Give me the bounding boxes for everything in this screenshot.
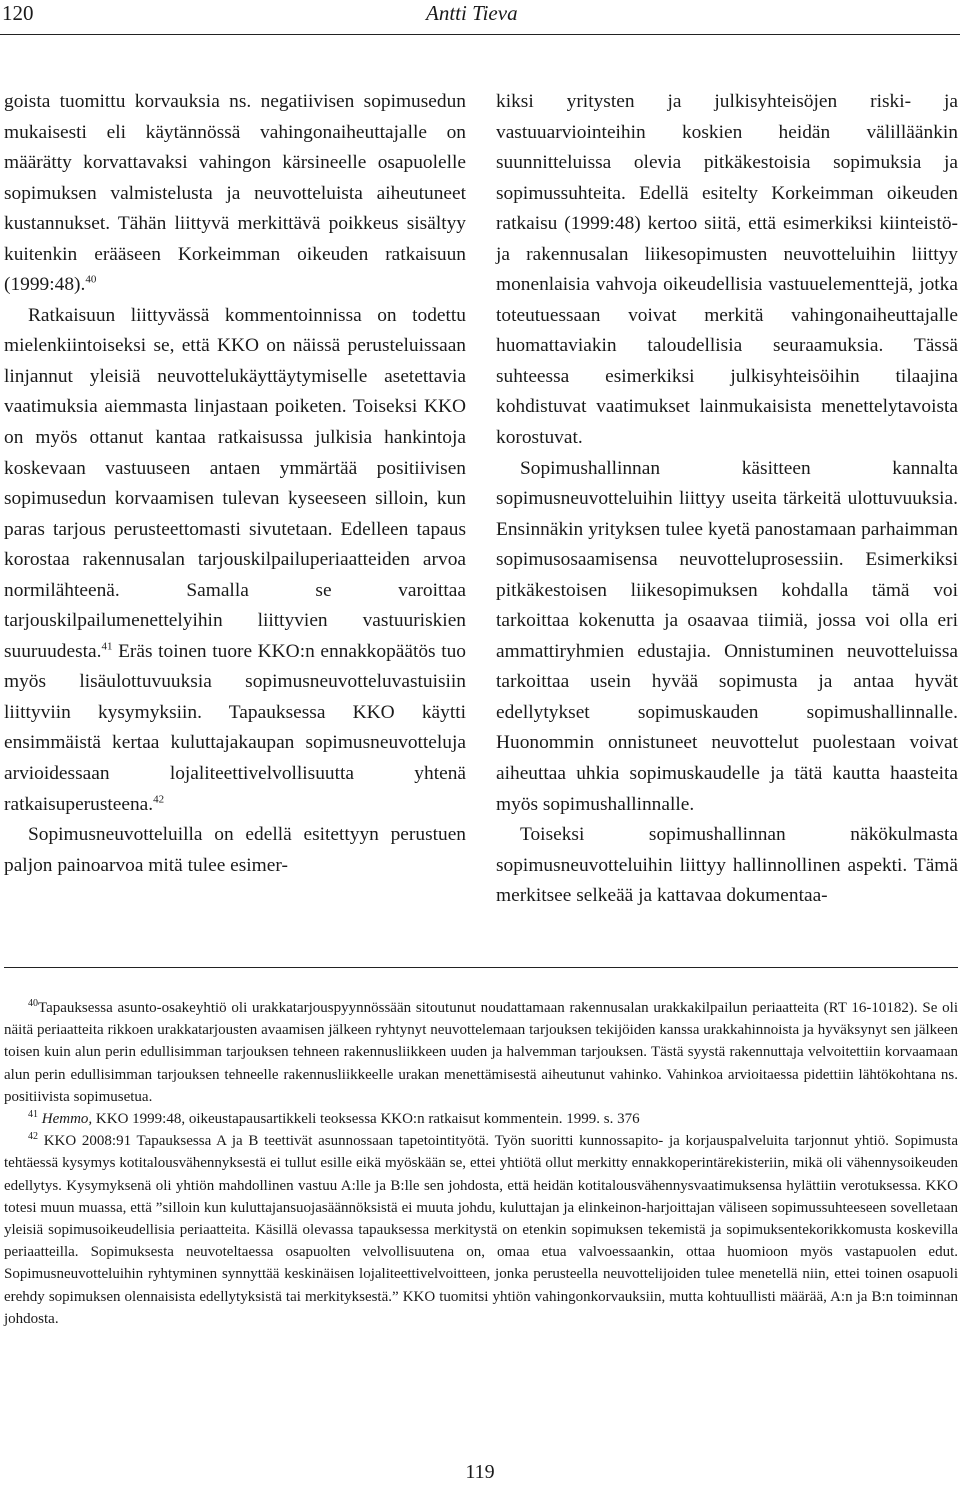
footnote-rule	[4, 967, 958, 968]
left-p1-text: goista tuomittu korvauksia ns. negatiivisen sopimusedun mukaisesti eli käytännössä vahingonaiheuttajalle on määrätty korvattavaksi vahingon kärsineelle osapuolelle sopimuksen valmistelusta ja neuvotteluista aiheutuneet kustannukset. Tähän liittyvä merkittävä poikkeus sisältyy kuitenkin erääseen Korkeimman oikeuden ratkaisuun (1999:48).	[4, 91, 466, 296]
right-paragraph-3: Toiseksi sopimushallinnan näkökulmasta sopimusneuvotteluihin liittyy hallinnollinen aspekti. Tämä merkitsee selkeää ja kattavaa dokumentaa-	[496, 824, 958, 907]
footnote-42	[4, 1130, 958, 1330]
footnote-42-number: 42	[28, 1131, 38, 1143]
header-rule	[0, 34, 960, 35]
running-head-author: Antti Tieva	[426, 1, 518, 25]
footnote-41-text: KKO 1999:48, oikeustapausartikkeli teoksessa KKO:n ratkaisut kommentein. 1999. s. 376	[92, 1111, 640, 1128]
footnote-42-text: KKO 2008:91 Tapauksessa A ja B teettivät asunnossaan tapetointityötä. Työn suoritti kunnossapito- ja korjauspalveluita tarjonnut yhtiö. Sopimusta tehtäessä kysymys kotitalousvähennyksestä ei tullut esille eikä myöskään se, ettei yhtiötä ollut merkitty ennakkoperintärekisteriin, mikä oli vähennysoikeuden edellytys. Kysymyksenä oli yhtiön mahdollinen vastuu A:lle ja B:lle sen johdosta, että heidän kotitalousvähennysvaatimuksensa hylättiin verotuksessa. KKO totesi muun muassa, että ”silloin kun kuluttajansuojasäännöksistä ei muuta johdu, kuluttajan ja elinkeinon-harjoittajan väliseen sopimussuhteeseen sovelletaan yleisiä sopimusoikeudellisia periaatteita. Käsillä olevassa tapauksessa merkitystä on etenkin sopimuksen tekemistä ja sopimuksentekorikkomusta koskevilla periaatteilla. Sopimuksesta neuvoteltaessa osapuolten velvollisuutena on, omaa etua valvoessaankin, ottaa huomioon myös vastapuolen edut. Sopimusneuvotteluihin ryhtyminen synnyttää keskinäisen lojaliteettivelvoitteen, jonka perusteella neuvottelijoiden tulee menetellä niin, ettei toinen osapuoli erehdy sopimuksen olennaisista edellytyksistä tai merkityksestä.” KKO tuomitsi yhtiön vahingonkorvauksiin, mutta kohtuullisti määrää, A:n ja B:n toiminnan johdosta.	[4, 1133, 958, 1327]
page-header	[0, 0, 960, 34]
footnote-ref-41[interactable]: 41	[101, 640, 113, 653]
footnote-40-number: 40	[28, 998, 38, 1009]
footnote-40	[4, 997, 958, 1108]
left-column	[4, 87, 466, 881]
header-page-number: 120	[2, 1, 34, 25]
left-p2-text-a: Ratkaisuun liittyvässä kommentoinnissa on todettu mielenkiintoiseksi se, että KKO on näissä perusteluissaan linjannut yleisiä neuvottelukäyttäytymiselle asetettavia vaatimuksia aiemmasta linjastaan poiketen. Toiseksi KKO on myös ottanut kantaa ratkaisussa julkisia hankintoja koskevaan vastuuseen antaen ymmärtää positiivisen sopimusedun korvaamisen tulevan kyseeseen silloin, kun paras tarjous perusteettomasti sivutetaan. Edelleen tapaus korostaa rakennusalan tarjouskilpailuperiaatteiden arvoa normilähteenä. Samalla se varoittaa tarjouskilpailumenettelyihin liittyvien vastuuriskien suuruudesta.	[4, 304, 466, 662]
footnote-41	[4, 1108, 958, 1130]
footer-page-number: 119	[465, 1461, 495, 1483]
footnote-41-number: 41	[28, 1109, 38, 1121]
footnotes	[4, 997, 958, 1330]
right-paragraph-2: Sopimushallinnan käsitteen kannalta sopimusneuvotteluihin liittyy useita tärkeitä ulottuvuuksia. Ensinnäkin yrityksen tulee kyetä panostamaan parhaimman sopimusosaamisensa neuvotteluprosessiin. Esimerkiksi pitkäkestoisen liikesopimuksen kohdalla tämä voi tarkoittaa kokenutta ja osaavaa tiimiä, jossa voi olla eri ammattiryhmien edustajia. Onnistuminen neuvotteluissa tarkoittaa usein hyvää sopimusta ja antaa hyvät edellytykset sopimuskauden sopimushallinnalle. Huonommin onnistuneet neuvottelut puolestaan voivat aiheuttaa uhkia sopimuskaudelle ja tätä kautta haasteita myös sopimushallinnalle.	[496, 457, 958, 815]
footnote-ref-42[interactable]: 42	[153, 793, 165, 806]
footnote-ref-40[interactable]: 40	[85, 273, 97, 286]
footnote-41-author: Hemmo,	[41, 1111, 93, 1128]
left-paragraph-1	[4, 87, 466, 301]
left-p2-text-b: Eräs toinen tuore KKO:n ennakkopäätös tuo myös lisäulottuvuuksia sopimusneuvotteluvastuisiin liittyviin kysymyksiin. Tapauksessa KKO käytti ensimmäistä kertaa kuluttajakaupan sopimusneuvotteluja arvioidessaan lojaliteettivelvollisuutta yhtenä ratkaisuperusteena.	[4, 640, 466, 815]
right-column	[496, 87, 958, 912]
footnote-40-text: Tapauksessa asunto-osakeyhtiö oli urakkatarjouspyynnössään sitoutunut noudattamaan rakennusalan urakkakilpailun periaatteita (RT 16-10182). Se oli näitä periaatteita rikkoen urakkatarjousten avaamisen jälkeen ryhtynyt neuvottelemaan tarjouksen tekijöiden kanssa urakkahinnoista ja hyväksynyt sen jälkeen toisen kuin alun perin edullisimman tarjouksen tehneen rakennusliikkeen uuden ja halvemman tarjouksen. Tästä syystä rakennuttaja velvoitettiin korvaamaan alun perin edullisimman tarjouksen tehneelle rakennusliikkeelle urakan menettämisestä aiheutunut vahinko. Vahinkoa arvioitaessa pidettiin lähtökohtana ns. positiivista sopimusetua.	[4, 1000, 958, 1105]
right-paragraph-1: kiksi yritysten ja julkisyhteisöjen riski- ja vastuuarviointeihin koskien heidän välilläänkin suunnitteluissa olevia pitkäkestoisia sopimuksia ja sopimussuhteita. Edellä esitelty Korkeimman oikeuden ratkaisu (1999:48) kertoo siitä, että esimerkiksi kiinteistö- ja rakennusalan liikesopimusten neuvotteluihin liittyy monenlaisia vahvoja oikeudellisia vastuuelementtejä, jotka toteutuessaan voivat merkitä vahingonaiheuttajalle huomattaviakin taloudellisia seuraamuksia. Tässä suhteessa esimerkiksi julkisyhteisöihin tilaajina kohdistuvat vaatimukset lainmukaisista menettelytavoista korostuvat.	[496, 91, 958, 449]
left-paragraph-2	[4, 301, 466, 820]
left-paragraph-3: Sopimusneuvotteluilla on edellä esitettyyn perustuen paljon painoarvoa mitä tulee esimer-	[4, 824, 466, 876]
